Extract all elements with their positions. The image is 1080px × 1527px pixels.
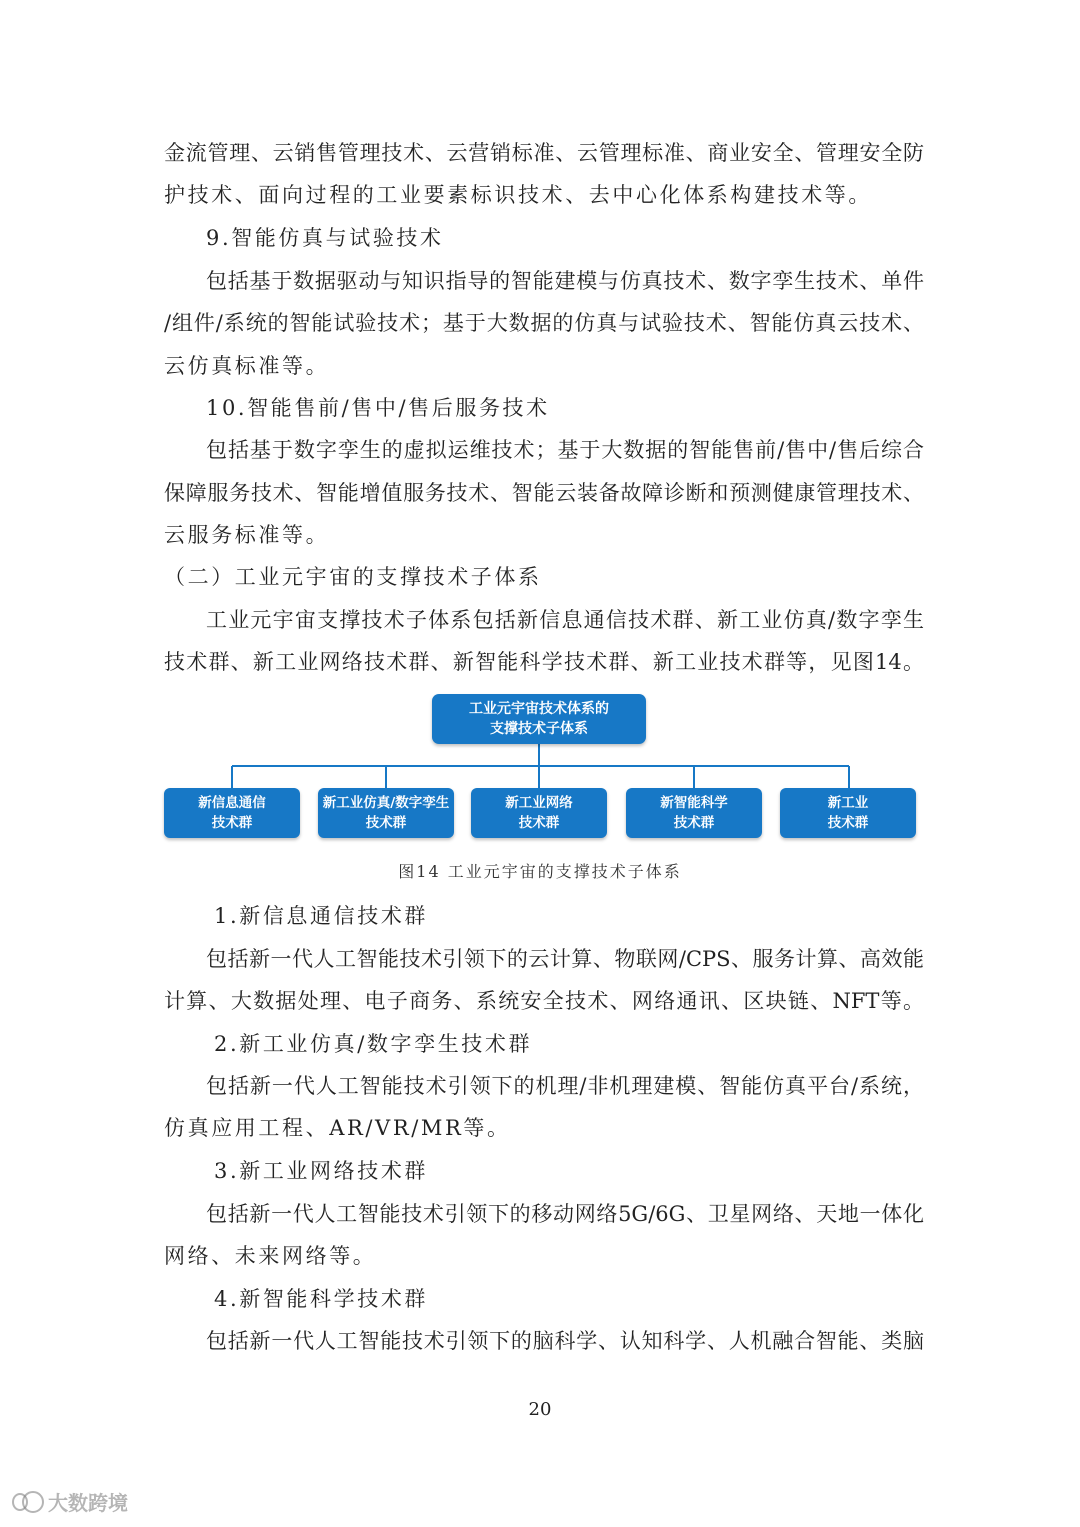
- section-heading: （二）工业元宇宙的支撑技术子体系: [164, 565, 542, 589]
- child-node: [626, 788, 762, 838]
- root-node-line1: 工业元宇宙技术体系的: [469, 701, 609, 717]
- org-diagram: [160, 690, 920, 850]
- paragraph-line: 金流管理、云销售管理技术、云营销标准、云管理标准、商业安全、管理安全防: [164, 141, 924, 165]
- figure-caption: 图14 工业元宇宙的支撑技术子体系: [398, 862, 682, 881]
- child-node-line2: 技术群: [211, 815, 253, 831]
- paragraph-line: 包括基于数字孪生的虚拟运维技术；基于大数据的智能售前/售中/售后综合: [206, 438, 924, 462]
- paragraph-line: 云服务标准等。: [164, 523, 330, 547]
- paragraph-line: 计算、大数据处理、电子商务、系统安全技术、网络通讯、区块链、NFT等。: [164, 989, 924, 1013]
- child-node: [780, 788, 916, 838]
- child-node: [471, 788, 607, 838]
- child-node-line1: 新信息通信: [198, 795, 266, 811]
- child-node-line2: 技术群: [673, 815, 715, 831]
- paragraph-line: 保障服务技术、智能增值服务技术、智能云装备故障诊断和预测健康管理技术、: [164, 481, 924, 505]
- root-node-line2: 支撑技术子体系: [490, 721, 588, 737]
- child-node-line1: 新工业仿真/数字孪生: [322, 795, 450, 811]
- root-node: [432, 694, 646, 744]
- watermark-text: 大数跨境: [48, 1490, 128, 1515]
- section-heading: 9.智能仿真与试验技术: [206, 226, 444, 250]
- logo-icon: [10, 1488, 44, 1514]
- child-node-line2: 技术群: [827, 815, 869, 831]
- paragraph-line: 包括新一代人工智能技术引领下的移动网络5G/6G、卫星网络、天地一体化: [206, 1202, 924, 1226]
- child-node-line1: 新智能科学: [660, 795, 728, 811]
- section-heading: 3.新工业网络技术群: [214, 1159, 429, 1183]
- paragraph-line: /组件/系统的智能试验技术；基于大数据的仿真与试验技术、智能仿真云技术、: [164, 311, 924, 335]
- paragraph-line: 包括新一代人工智能技术引领下的机理/非机理建模、智能仿真平台/系统，: [206, 1074, 924, 1098]
- paragraph-line: 护技术、面向过程的工业要素标识技术、去中心化体系构建技术等。: [164, 183, 872, 207]
- paragraph-line: 仿真应用工程、AR/VR/MR等。: [164, 1116, 511, 1140]
- paragraph-line: 工业元宇宙支撑技术子体系包括新信息通信技术群、新工业仿真/数字孪生: [206, 608, 924, 632]
- paragraph-line: 技术群、新工业网络技术群、新智能科学技术群、新工业技术群等，见图14。: [164, 650, 924, 674]
- paragraph-line: 包括新一代人工智能技术引领下的云计算、物联网/CPS、服务计算、高效能: [206, 947, 924, 971]
- child-node: [318, 788, 454, 838]
- paragraph-line: 包括新一代人工智能技术引领下的脑科学、认知科学、人机融合智能、类脑: [206, 1329, 924, 1353]
- section-heading: 10.智能售前/售中/售后服务技术: [206, 396, 550, 420]
- child-node-line2: 技术群: [518, 815, 560, 831]
- section-heading: 4.新智能科学技术群: [214, 1287, 429, 1311]
- section-heading: 2.新工业仿真/数字孪生技术群: [214, 1032, 533, 1056]
- watermark: [10, 1484, 150, 1518]
- child-node-line2: 技术群: [365, 815, 407, 831]
- child-node-line1: 新工业: [827, 795, 869, 811]
- paragraph-line: 云仿真标准等。: [164, 354, 330, 378]
- child-node: [164, 788, 300, 838]
- child-node-line1: 新工业网络: [505, 795, 573, 811]
- paragraph-line: 网络、未来网络等。: [164, 1244, 377, 1268]
- page-number: 20: [528, 1399, 552, 1420]
- section-heading: 1.新信息通信技术群: [214, 904, 429, 928]
- paragraph-line: 包括基于数据驱动与知识指导的智能建模与仿真技术、数字孪生技术、单件: [206, 269, 924, 293]
